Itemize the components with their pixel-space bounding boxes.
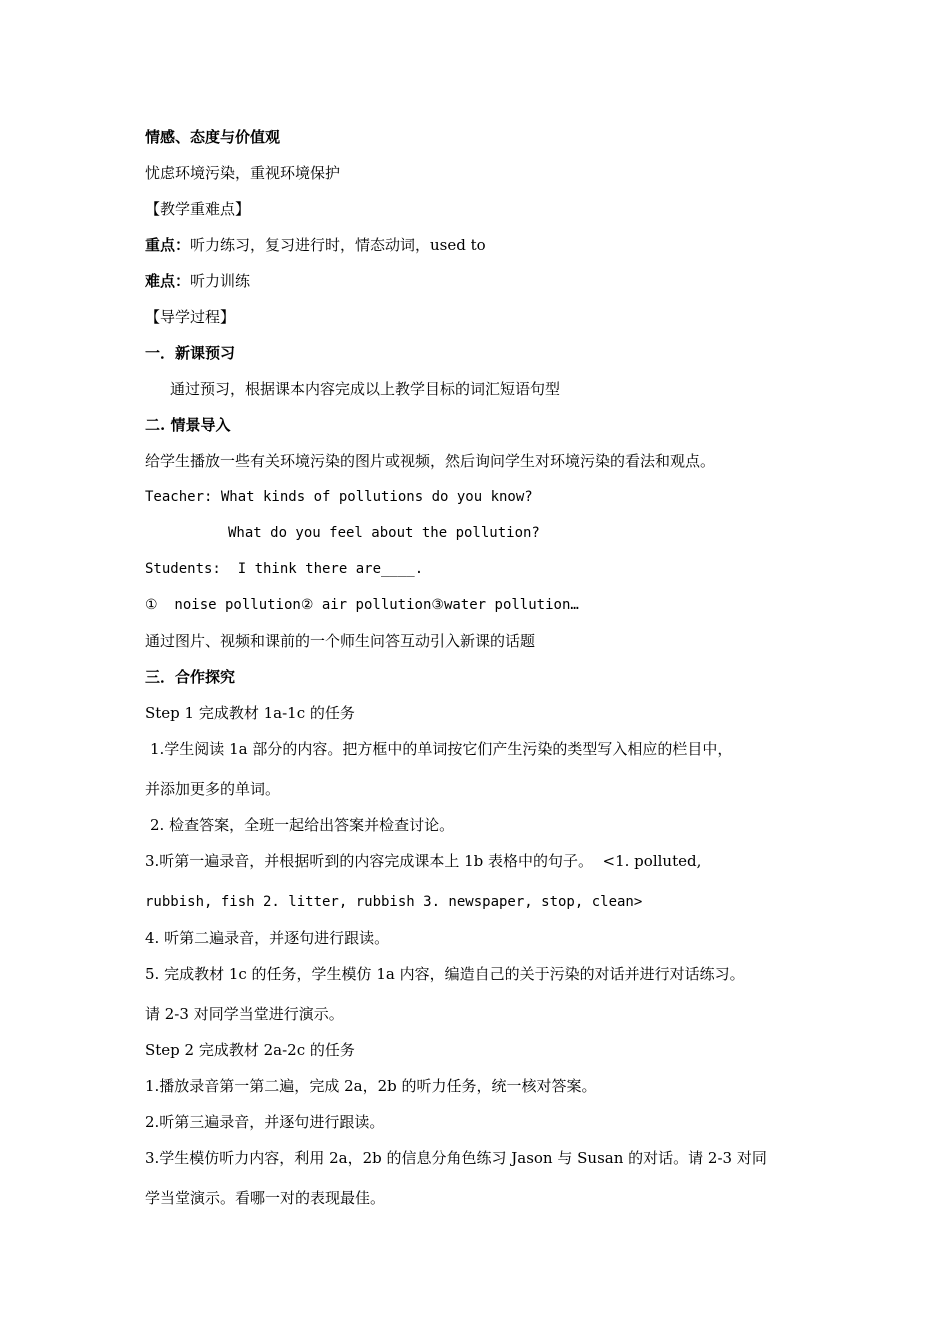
- attitude-text: 忧虑环境污染，重视环境保护: [145, 164, 341, 182]
- step-1-item-3-answers: rubbish, fish 2. litter, rubbish 3. newspaper, stop, clean>: [145, 894, 643, 910]
- section-preview-heading: 一．新课预习: [145, 344, 236, 362]
- step-1-item-1-cont: 并添加更多的单词。: [145, 780, 281, 798]
- step-1-item-3: 3.听第一遍录音，并根据听到的内容完成课本上 1b 表格中的句子。 <1. polluted,: [145, 852, 702, 870]
- section-cooperate-heading: 三．合作探究: [145, 668, 236, 686]
- step-1-title: Step 1 完成教材 1a-1c 的任务: [145, 704, 355, 722]
- difficult-point-line: [145, 271, 250, 291]
- pollution-list: ① noise pollution② air pollution③water pollution…: [145, 597, 579, 613]
- step-1-item-4: 4. 听第二遍录音，并逐句进行跟读。: [145, 929, 390, 947]
- difficult-point-text: 听力训练: [190, 272, 251, 290]
- key-point-label: 重点：: [145, 236, 191, 254]
- step-2-item-1: 1.播放录音第一第二遍，完成 2a，2b 的听力任务，统一核对答案。: [145, 1077, 597, 1095]
- step-1-item-1: 1.学生阅读 1a 部分的内容。把方框中的单词按它们产生污染的类型写入相应的栏目中，: [150, 740, 733, 758]
- key-point-line: [145, 235, 486, 255]
- step-2-title: Step 2 完成教材 2a-2c 的任务: [145, 1041, 355, 1059]
- step-1-item-2: 2. 检查答案，全班一起给出答案并检查讨论。: [150, 816, 455, 834]
- preview-text: 通过预习，根据课本内容完成以上教学目标的词汇短语句型: [170, 380, 561, 398]
- intro-summary: 通过图片、视频和课前的一个师生问答互动引入新课的话题: [145, 632, 536, 650]
- intro-text: 给学生播放一些有关环境污染的图片或视频，然后询问学生对环境污染的看法和观点。: [145, 452, 716, 470]
- section-intro-heading: 二. 情景导入: [145, 416, 231, 434]
- step-2-item-3: 3.学生模仿听力内容，利用 2a，2b 的信息分角色练习 Jason 与 Susan 的对话。请 2-3 对同: [145, 1149, 767, 1167]
- step-2-item-3-cont: 学当堂演示。看哪一对的表现最佳。: [145, 1189, 386, 1207]
- difficult-point-label: 难点：: [145, 272, 191, 290]
- students-answer: Students: I think there are____.: [145, 561, 424, 577]
- guide-process-heading: 【导学过程】: [145, 308, 236, 326]
- key-points-heading: 【教学重难点】: [145, 200, 251, 218]
- teacher-question-2: What do you feel about the pollution?: [228, 525, 540, 541]
- step-2-item-2: 2.听第三遍录音，并逐句进行跟读。: [145, 1113, 385, 1131]
- step-1-item-5: 5. 完成教材 1c 的任务，学生模仿 1a 内容，编造自己的关于污染的对话并进行对话练习。: [145, 965, 745, 983]
- step-1-item-5-cont: 请 2-3 对同学当堂进行演示。: [145, 1005, 344, 1023]
- key-point-text: 听力练习，复习进行时，情态动词，used to: [190, 236, 486, 254]
- teacher-question-1: Teacher: What kinds of pollutions do you know?: [145, 489, 533, 505]
- section-heading-attitude: 情感、态度与价值观: [145, 128, 281, 146]
